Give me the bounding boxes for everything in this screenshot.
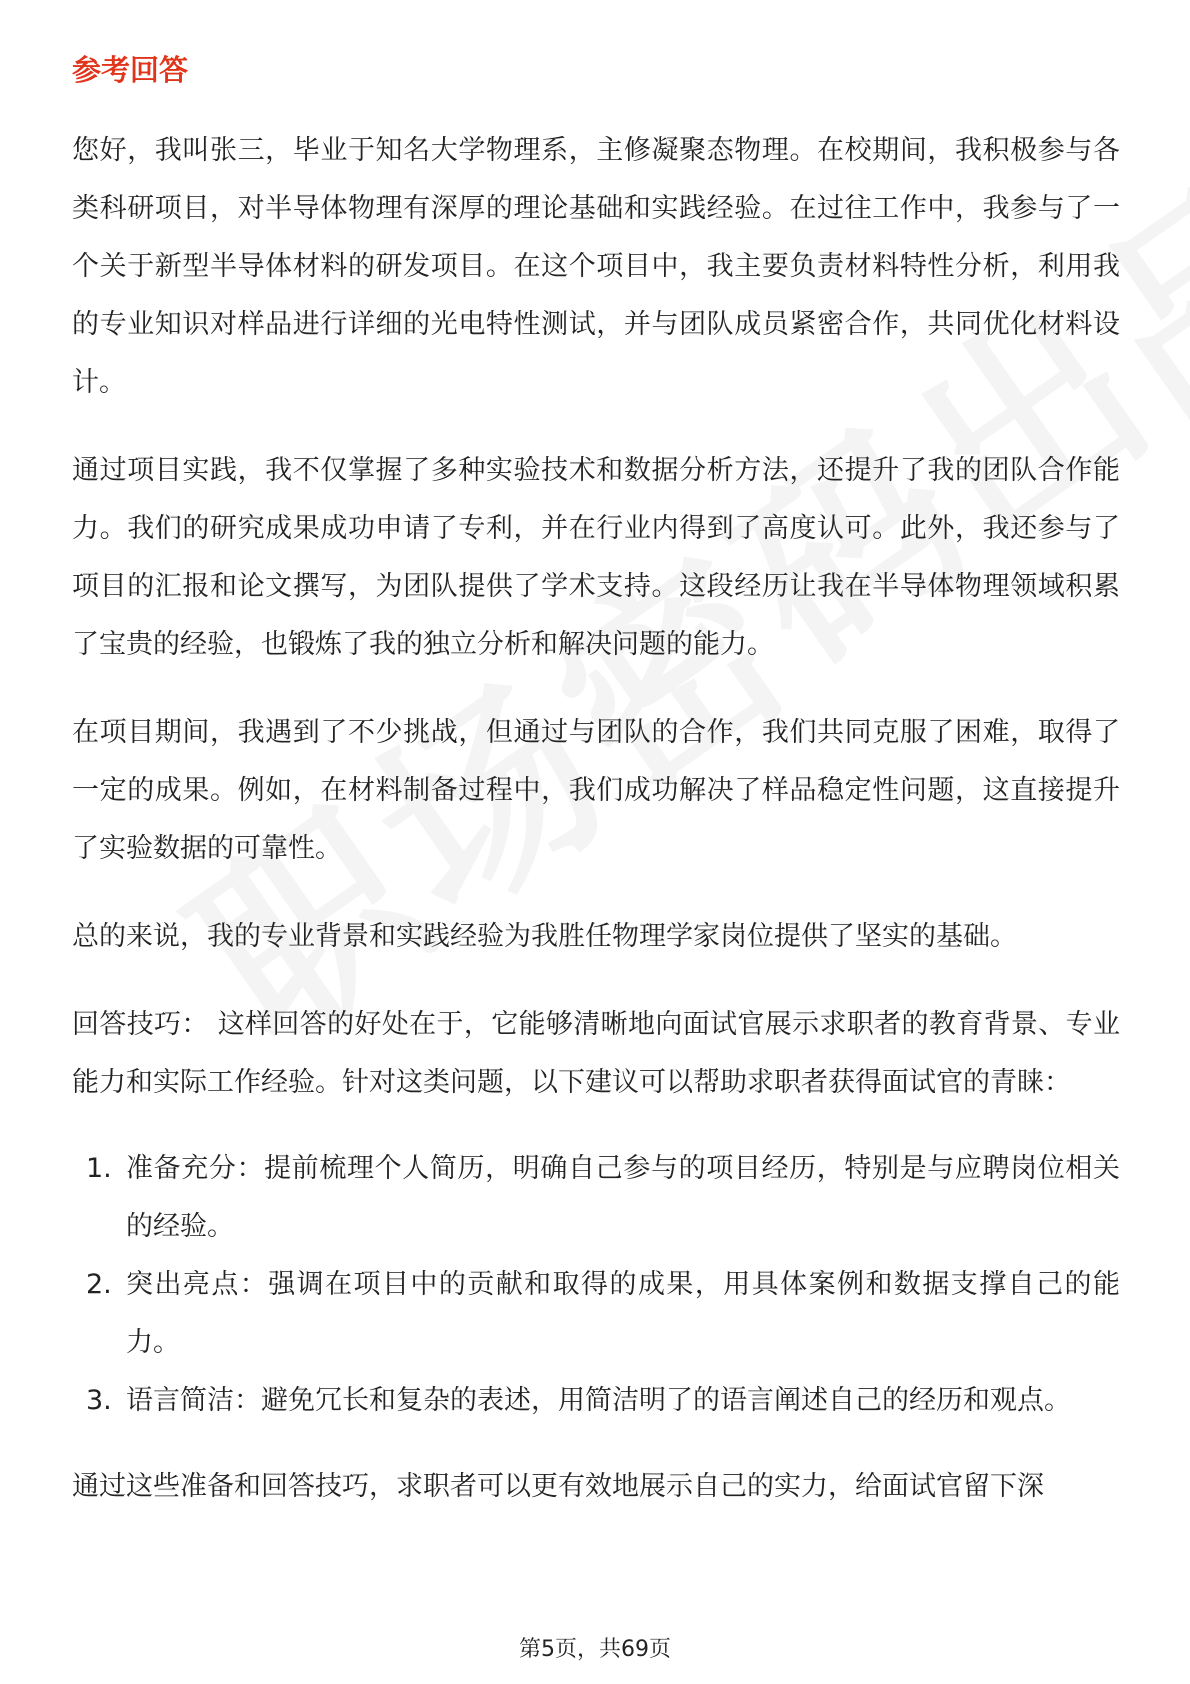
tips-item [72, 1372, 1120, 1430]
document-content [72, 48, 1120, 1546]
tips-item-number: 1. [86, 1153, 112, 1184]
tips-item-number: 2. [86, 1269, 112, 1300]
tips-item-text: 准备充分：提前梳理个人简历，明确自己参与的项目经历，特别是与应聘岗位相关的经验。 [126, 1153, 1120, 1242]
tips-item-text: 突出亮点：强调在项目中的贡献和取得的成果，用具体案例和数据支撑自己的能力。 [126, 1269, 1120, 1358]
answer-paragraph-2: 通过项目实践，我不仅掌握了多种实验技术和数据分析方法，还提升了我的团队合作能力。我们的研究成果成功申请了专利，并在行业内得到了高度认可。此外，我还参与了项目的汇报和论文撰写，为团队提供了学术支持。这段经历让我在半导体物理领域积累了宝贵的经验，也锻炼了我的独立分析和解决问题的能力。 [72, 455, 1120, 660]
tips-intro: 回答技巧： 这样回答的好处在于，它能够清晰地向面试官展示求职者的教育背景、专业能力和实际工作经验。针对这类问题，以下建议可以帮助求职者获得面试官的青睐： [72, 1009, 1120, 1098]
tips-list [72, 1140, 1120, 1430]
answer-paragraph-3: 在项目期间，我遇到了不少挑战，但通过与团队的合作，我们共同克服了困难，取得了一定的成果。例如，在材料制备过程中，我们成功解决了样品稳定性问题，这直接提升了实验数据的可靠性。 [72, 717, 1120, 864]
answer-paragraph-1: 您好，我叫张三，毕业于知名大学物理系，主修凝聚态物理。在校期间，我积极参与各类科研项目，对半导体物理有深厚的理论基础和实践经验。在过往工作中，我参与了一个关于新型半导体材料的研发项目。在这个项目中，我主要负责材料特性分析，利用我的专业知识对样品进行详细的光电特性测试，并与团队成员紧密合作，共同优化材料设计。 [72, 135, 1120, 398]
answer-paragraph-4: 总的来说，我的专业背景和实践经验为我胜任物理学家岗位提供了坚实的基础。 [72, 921, 1017, 952]
tips-item [72, 1256, 1120, 1372]
tips-item [72, 1140, 1120, 1256]
tips-closing: 通过这些准备和回答技巧，求职者可以更有效地展示自己的实力，给面试官留下深 [72, 1471, 1044, 1502]
tips-item-text: 语言简洁：避免冗长和复杂的表述，用简洁明了的语言阐述自己的经历和观点。 [126, 1385, 1071, 1416]
page-footer: 第5页，共69页 [519, 1637, 671, 1662]
section-heading: 参考回答 [72, 53, 189, 87]
tips-item-number: 3. [86, 1385, 112, 1416]
